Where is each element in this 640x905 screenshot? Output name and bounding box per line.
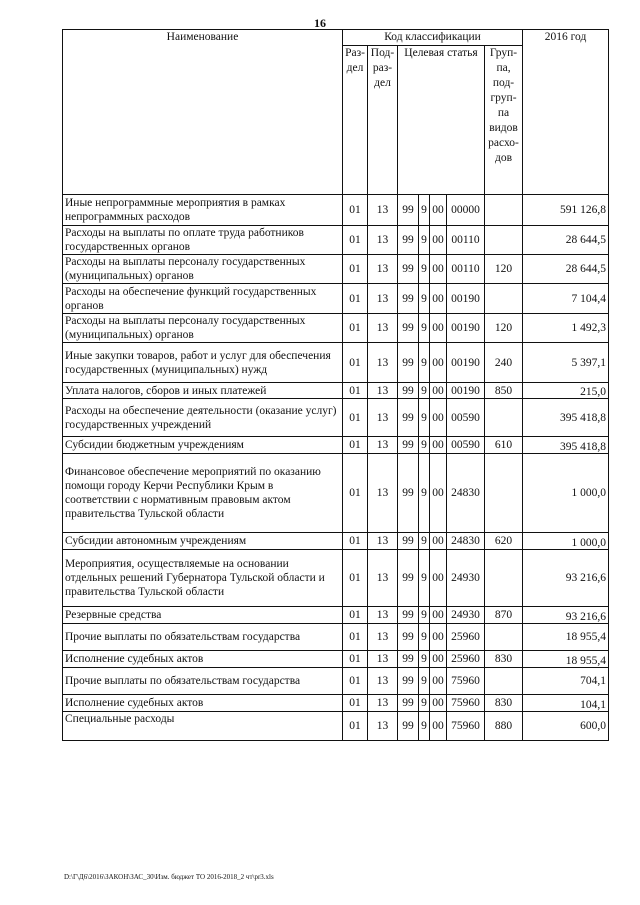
row-target-direction: 00 (430, 695, 447, 712)
row-target-item: 00110 (447, 226, 485, 255)
row-target-program: 99 (398, 255, 419, 284)
row-section-code: 01 (343, 712, 368, 741)
row-amount: 93 216,6 (523, 550, 609, 607)
row-target-program: 99 (398, 550, 419, 607)
row-subsection-code: 13 (368, 437, 398, 454)
table-row (63, 695, 609, 712)
row-subsection-code: 13 (368, 668, 398, 695)
row-name: Исполнение судебных актов (63, 651, 343, 668)
row-subsection-code: 13 (368, 533, 398, 550)
row-target-subprogram: 9 (419, 195, 430, 226)
row-name: Расходы на обеспечение деятельности (оказание услуг) государственных учреждений (63, 399, 343, 437)
row-expense-group (485, 284, 523, 314)
row-target-item: 24830 (447, 454, 485, 533)
row-target-item: 25960 (447, 624, 485, 651)
row-target-subprogram: 9 (419, 454, 430, 533)
row-subsection-code: 13 (368, 284, 398, 314)
row-target-subprogram: 9 (419, 255, 430, 284)
row-expense-group: 870 (485, 607, 523, 624)
row-subsection-code: 13 (368, 550, 398, 607)
row-target-item: 00000 (447, 195, 485, 226)
header-year: 2016 год (523, 30, 609, 195)
row-section-code: 01 (343, 399, 368, 437)
row-target-direction: 00 (430, 195, 447, 226)
row-target-item: 00190 (447, 383, 485, 399)
row-section-code: 01 (343, 314, 368, 343)
row-target-program: 99 (398, 607, 419, 624)
table-row (63, 383, 609, 399)
row-section-code: 01 (343, 607, 368, 624)
row-amount: 395 418,8 (523, 399, 609, 437)
row-section-code: 01 (343, 383, 368, 399)
header-section: Раз- дел (343, 46, 368, 195)
row-amount: 7 104,4 (523, 284, 609, 314)
file-path-footer: D:\Г\Д6\2016\ЗАКОН\ЗАС_30\Изм. бюджет ТО 2016-2018_2 чт\pr3.xls (64, 873, 274, 881)
row-subsection-code: 13 (368, 314, 398, 343)
table-row (63, 533, 609, 550)
row-subsection-code: 13 (368, 226, 398, 255)
row-section-code: 01 (343, 668, 368, 695)
row-subsection-code: 13 (368, 712, 398, 741)
row-name: Субсидии бюджетным учреждениям (63, 437, 343, 454)
table-row (63, 437, 609, 454)
row-expense-group (485, 668, 523, 695)
row-amount: 5 397,1 (523, 343, 609, 383)
row-target-direction: 00 (430, 454, 447, 533)
row-target-subprogram: 9 (419, 284, 430, 314)
row-target-program: 99 (398, 399, 419, 437)
row-target-direction: 00 (430, 255, 447, 284)
row-name: Прочие выплаты по обязательствам государства (63, 624, 343, 651)
table-row (63, 607, 609, 624)
row-expense-group (485, 624, 523, 651)
row-target-item: 00190 (447, 343, 485, 383)
row-target-program: 99 (398, 668, 419, 695)
row-target-program: 99 (398, 695, 419, 712)
row-target-subprogram: 9 (419, 533, 430, 550)
row-section-code: 01 (343, 550, 368, 607)
row-target-program: 99 (398, 383, 419, 399)
row-subsection-code: 13 (368, 383, 398, 399)
row-target-item: 24930 (447, 607, 485, 624)
row-target-direction: 00 (430, 651, 447, 668)
row-expense-group: 120 (485, 255, 523, 284)
row-section-code: 01 (343, 651, 368, 668)
row-target-program: 99 (398, 343, 419, 383)
row-target-item: 75960 (447, 695, 485, 712)
row-target-subprogram: 9 (419, 226, 430, 255)
row-target-subprogram: 9 (419, 651, 430, 668)
row-expense-group: 120 (485, 314, 523, 343)
row-expense-group: 830 (485, 651, 523, 668)
header-expense-group: Груп- па, под- груп- па видов расхо- дов (485, 46, 523, 195)
row-section-code: 01 (343, 255, 368, 284)
budget-table (62, 29, 609, 741)
row-target-subprogram: 9 (419, 399, 430, 437)
table-row (63, 399, 609, 437)
row-subsection-code: 13 (368, 399, 398, 437)
row-target-direction: 00 (430, 399, 447, 437)
row-name: Уплата налогов, сборов и иных платежей (63, 383, 343, 399)
row-subsection-code: 13 (368, 651, 398, 668)
row-amount: 28 644,5 (523, 255, 609, 284)
row-target-subprogram: 9 (419, 314, 430, 343)
table-row (63, 314, 609, 343)
row-target-direction: 00 (430, 533, 447, 550)
table-row (63, 712, 609, 741)
table-row (63, 343, 609, 383)
row-target-item: 24930 (447, 550, 485, 607)
row-expense-group (485, 399, 523, 437)
row-target-program: 99 (398, 624, 419, 651)
row-target-direction: 00 (430, 550, 447, 607)
row-target-subprogram: 9 (419, 437, 430, 454)
row-section-code: 01 (343, 195, 368, 226)
table-row (63, 668, 609, 695)
row-target-direction: 00 (430, 607, 447, 624)
row-name: Исполнение судебных актов (63, 695, 343, 712)
row-target-item: 00190 (447, 314, 485, 343)
row-name: Расходы на выплаты персоналу государственных (муниципальных) органов (63, 314, 343, 343)
row-name: Резервные средства (63, 607, 343, 624)
table-row (63, 550, 609, 607)
row-target-subprogram: 9 (419, 668, 430, 695)
header-subsection: Под- раз- дел (368, 46, 398, 195)
row-amount: 704,1 (523, 668, 609, 695)
row-target-direction: 00 (430, 226, 447, 255)
row-target-subprogram: 9 (419, 624, 430, 651)
row-target-program: 99 (398, 533, 419, 550)
row-section-code: 01 (343, 695, 368, 712)
row-target-program: 99 (398, 195, 419, 226)
row-section-code: 01 (343, 437, 368, 454)
row-target-direction: 00 (430, 624, 447, 651)
header-target-article: Целевая статья (398, 46, 485, 195)
row-target-program: 99 (398, 226, 419, 255)
row-target-direction: 00 (430, 712, 447, 741)
row-section-code: 01 (343, 284, 368, 314)
row-target-program: 99 (398, 651, 419, 668)
row-expense-group: 880 (485, 712, 523, 741)
table-row (63, 284, 609, 314)
row-target-item: 24830 (447, 533, 485, 550)
table-row (63, 226, 609, 255)
row-target-program: 99 (398, 437, 419, 454)
row-expense-group: 620 (485, 533, 523, 550)
row-target-item: 00590 (447, 399, 485, 437)
row-name: Субсидии автономным учреждениям (63, 533, 343, 550)
table-row (63, 454, 609, 533)
row-amount: 93 216,6 (523, 607, 609, 624)
row-name: Иные закупки товаров, работ и услуг для обеспечения государственных (муниципальных) нужд (63, 343, 343, 383)
row-section-code: 01 (343, 343, 368, 383)
row-target-direction: 00 (430, 314, 447, 343)
table-row (63, 255, 609, 284)
row-target-item: 00110 (447, 255, 485, 284)
row-amount: 18 955,4 (523, 624, 609, 651)
row-amount: 215,0 (523, 383, 609, 399)
row-target-program: 99 (398, 712, 419, 741)
row-subsection-code: 13 (368, 454, 398, 533)
row-amount: 28 644,5 (523, 226, 609, 255)
row-subsection-code: 13 (368, 607, 398, 624)
row-target-subprogram: 9 (419, 550, 430, 607)
row-target-subprogram: 9 (419, 343, 430, 383)
row-target-program: 99 (398, 454, 419, 533)
row-amount: 18 955,4 (523, 651, 609, 668)
row-expense-group: 850 (485, 383, 523, 399)
row-target-direction: 00 (430, 437, 447, 454)
row-target-item: 25960 (447, 651, 485, 668)
row-name: Иные непрограммные мероприятия в рамках непрограммных расходов (63, 195, 343, 226)
row-target-subprogram: 9 (419, 383, 430, 399)
row-subsection-code: 13 (368, 195, 398, 226)
row-section-code: 01 (343, 226, 368, 255)
row-amount: 1 000,0 (523, 454, 609, 533)
row-target-direction: 00 (430, 383, 447, 399)
row-target-item: 75960 (447, 668, 485, 695)
row-amount: 1 492,3 (523, 314, 609, 343)
row-expense-group (485, 226, 523, 255)
row-target-direction: 00 (430, 668, 447, 695)
row-expense-group (485, 195, 523, 226)
row-name: Расходы на выплаты персоналу государственных (муниципальных) органов (63, 255, 343, 284)
row-expense-group: 610 (485, 437, 523, 454)
row-section-code: 01 (343, 533, 368, 550)
page-number: 16 (314, 16, 326, 30)
row-target-item: 00590 (447, 437, 485, 454)
row-name: Мероприятия, осуществляемые на основании отдельных решений Губернатора Тульской области и правительства Тульской области (63, 550, 343, 607)
row-target-subprogram: 9 (419, 695, 430, 712)
row-target-direction: 00 (430, 284, 447, 314)
row-expense-group: 240 (485, 343, 523, 383)
row-target-item: 75960 (447, 712, 485, 741)
header-name: Наименование (63, 30, 343, 195)
row-target-subprogram: 9 (419, 607, 430, 624)
row-target-program: 99 (398, 284, 419, 314)
table-row (63, 195, 609, 226)
row-amount: 591 126,8 (523, 195, 609, 226)
row-target-item: 00190 (447, 284, 485, 314)
row-name: Расходы на обеспечение функций государственных органов (63, 284, 343, 314)
table-row (63, 651, 609, 668)
row-section-code: 01 (343, 454, 368, 533)
row-name: Расходы на выплаты по оплате труда работников государственных органов (63, 226, 343, 255)
row-amount: 1 000,0 (523, 533, 609, 550)
row-amount: 600,0 (523, 712, 609, 741)
row-subsection-code: 13 (368, 255, 398, 284)
row-target-program: 99 (398, 314, 419, 343)
header-classification-code: Код классификации (343, 30, 523, 46)
row-subsection-code: 13 (368, 624, 398, 651)
row-amount: 395 418,8 (523, 437, 609, 454)
row-subsection-code: 13 (368, 695, 398, 712)
row-target-subprogram: 9 (419, 712, 430, 741)
row-expense-group: 830 (485, 695, 523, 712)
row-amount: 104,1 (523, 695, 609, 712)
row-subsection-code: 13 (368, 343, 398, 383)
row-section-code: 01 (343, 624, 368, 651)
row-target-direction: 00 (430, 343, 447, 383)
row-name: Прочие выплаты по обязательствам государства (63, 668, 343, 695)
row-expense-group (485, 454, 523, 533)
row-expense-group (485, 550, 523, 607)
row-name: Финансовое обеспечение мероприятий по оказанию помощи городу Керчи Республики Крым в соответствии с нормативным правовым актом правительства Тульской области (63, 454, 343, 533)
row-name: Специальные расходы (63, 712, 343, 741)
table-row (63, 624, 609, 651)
